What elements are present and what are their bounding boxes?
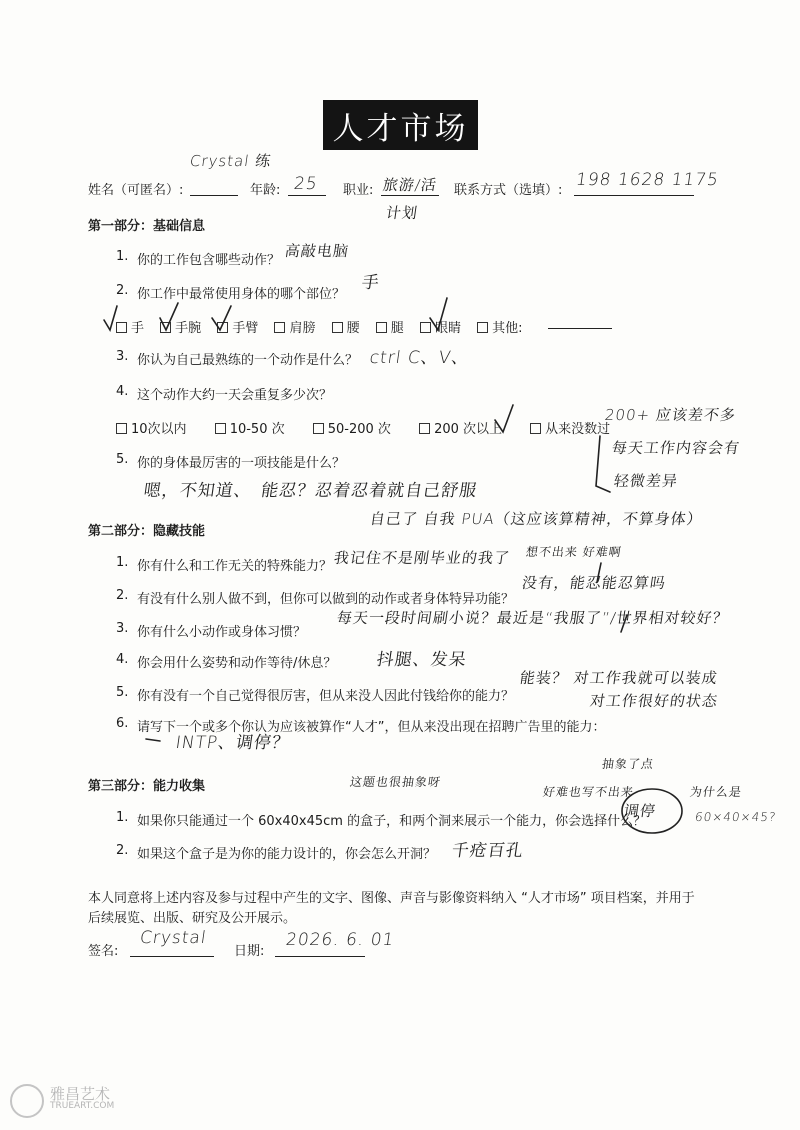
part1-q4: 这个动作大约一天会重复多少次？ <box>137 388 333 403</box>
part2-a2: 没有，能忍能忍算吗 <box>520 574 668 592</box>
part2-q3: 你有什么小动作或身体习惯？ <box>137 625 307 640</box>
part3-q1: 如果你只能通过一个 60x40x45cm 的盒子，和两个洞来展示一个能力，你会选择什么？ <box>137 814 647 829</box>
body-part-option[interactable]: 手臂 <box>217 321 258 336</box>
job-label: 职业: <box>343 183 374 198</box>
slash-mark <box>621 615 627 632</box>
body-part-option[interactable]: 其他: <box>477 321 522 336</box>
part1-q5: 你的身体最厉害的一项技能是什么？ <box>137 456 346 471</box>
job-value-2: 计划 <box>384 204 420 222</box>
part3-heading: 第三部分：能力收集 <box>88 779 206 794</box>
frequency-option[interactable]: 50-200 次 <box>313 422 391 437</box>
dash-mark <box>146 739 160 741</box>
check-mark-wrist <box>160 303 178 330</box>
part2-q2: 有没有什么别人做不到，但你可以做到的动作或者身体特异功能？ <box>137 592 515 607</box>
circle-mark <box>622 789 682 833</box>
body-part-option[interactable]: 手腕 <box>160 321 201 336</box>
frequency-option[interactable]: 从来没数过 <box>530 422 610 437</box>
part3-a1-note-right: 为什么是 <box>688 785 743 799</box>
part1-a3: ctrl C、V、 <box>368 348 471 368</box>
check-mark-arm <box>212 306 231 330</box>
frequency-option[interactable]: 10次以内 <box>116 422 187 437</box>
name-label: 姓名（可匿名）: <box>88 183 184 198</box>
contact-label: 联系方式（选填）: <box>454 183 563 198</box>
part1-q4-number: 4. <box>116 384 129 399</box>
part2-a1-note: 想不出来 好难啊 <box>524 545 623 559</box>
part1-q3-number: 3. <box>116 349 129 364</box>
part1-a4-note-3: 轻微差异 <box>612 472 680 490</box>
part2-q6: 请写下一个或多个你认为应该被算作“人才”，但从来没出现在招聘广告里的能力： <box>137 720 606 735</box>
consent-line2: 后续展览、出版、研究及公开展示。 <box>88 911 297 926</box>
part2-q5: 你有没有一个自己觉得很厉害，但从来没人因此付钱给你的能力？ <box>137 689 515 704</box>
check-mark-eyes <box>430 298 447 330</box>
part3-a2: 千疮百孔 <box>450 841 526 861</box>
job-value-1: 旅游/活 <box>381 176 439 194</box>
date-label: 日期: <box>234 944 265 959</box>
part2-a5-line2: 对工作很好的状态 <box>588 692 720 710</box>
part2-q1: 你有什么和工作无关的特殊能力？ <box>137 559 333 574</box>
consent-line1: 本人同意将上述内容及参与过程中产生的文字、图像、声音与影像资料纳入 “人才市场” 项目档案，并用于 <box>88 891 695 906</box>
part2-q4: 你会用什么姿势和动作等待/休息？ <box>137 656 337 671</box>
name-value: Crystal 练 <box>188 152 273 170</box>
part1-q2-number: 2. <box>116 283 129 298</box>
frequency-option[interactable]: 200 次以上 <box>419 422 502 437</box>
part2-q6-number: 6. <box>116 716 129 731</box>
page-title: 人才市场 <box>323 100 478 150</box>
age-value: 25 <box>292 174 320 194</box>
part2-a1: 我记住不是刚毕业的我了 <box>332 549 512 567</box>
body-part-option[interactable]: 腰 <box>332 321 360 336</box>
date-value: 2026. 6. 01 <box>284 930 396 950</box>
part3-a1-circle: 调停 <box>622 802 658 820</box>
part2-q5-number: 5. <box>116 685 129 700</box>
check-mark-hand <box>104 306 117 330</box>
body-part-option[interactable]: 腿 <box>376 321 404 336</box>
part2-a3: 每天一段时间刷小说？最近是“我服了”/世界相对较好？ <box>335 609 730 627</box>
part1-a5-line2: 自己了 自我 PUA（这应该算精神，不算身体） <box>368 510 705 528</box>
part1-q2: 你工作中最常使用身体的哪个部位？ <box>137 287 346 302</box>
sign-label: 签名: <box>88 944 119 959</box>
watermark-text: 雅昌艺术 <box>50 1085 111 1103</box>
part2-a4: 抖腿、发呆 <box>375 650 469 670</box>
part1-q1: 你的工作包含哪些动作？ <box>137 253 281 268</box>
part2-q3-number: 3. <box>116 621 129 636</box>
part3-a1-note-top: 抽象了点 <box>600 757 655 771</box>
part2-q2-number: 2. <box>116 588 129 603</box>
watermark-logo-icon <box>10 1084 44 1118</box>
part2-heading: 第二部分：隐藏技能 <box>88 524 206 539</box>
part1-q5-number: 5. <box>116 452 129 467</box>
part1-a5-line1: 嗯，不知道、 能忍？忍着忍着就自己舒服 <box>142 481 479 501</box>
part3-a1-top: 这题也很抽象呀 <box>348 775 442 789</box>
frequency-option[interactable]: 10-50 次 <box>215 422 285 437</box>
part1-q1-number: 1. <box>116 249 129 264</box>
contact-value: 198 1628 1175 <box>574 170 721 190</box>
part3-q1-number: 1. <box>116 810 129 825</box>
sign-value: Crystal <box>138 928 208 948</box>
part1-q3: 你认为自己最熟练的一个动作是什么？ <box>137 353 359 368</box>
part2-a6: INTP、调停？ <box>174 733 292 753</box>
note-divider <box>597 563 601 582</box>
check-mark-never-counted <box>495 405 513 432</box>
part2-q4-number: 4. <box>116 652 129 667</box>
part1-heading: 第一部分：基础信息 <box>88 219 206 234</box>
part1-a2-note: 手 <box>360 273 382 293</box>
part3-a1-side: 好难也写不出来 <box>541 785 635 799</box>
part3-q2: 如果这个盒子是为你的能力设计的，你会怎么开洞？ <box>137 847 437 862</box>
part1-a4-note-2: 每天工作内容会有 <box>610 439 742 457</box>
part2-a5-line1: 能装？ 对工作我就可以装成 <box>518 669 719 687</box>
part3-q2-number: 2. <box>116 843 129 858</box>
part2-q1-number: 1. <box>116 555 129 570</box>
part1-a4-note-1: 200+ 应该差不多 <box>603 406 738 424</box>
age-label: 年龄: <box>250 183 281 198</box>
note-bracket <box>596 436 610 492</box>
body-part-option[interactable]: 眼睛 <box>420 321 461 336</box>
body-part-option[interactable]: 肩膀 <box>274 321 315 336</box>
part3-a1-note-dims: 60×40×45? <box>694 810 778 824</box>
watermark-sub: TRUEART.COM <box>50 1101 115 1111</box>
part1-a1: 高敲电脑 <box>283 242 351 260</box>
body-part-option[interactable]: 手 <box>116 321 144 336</box>
